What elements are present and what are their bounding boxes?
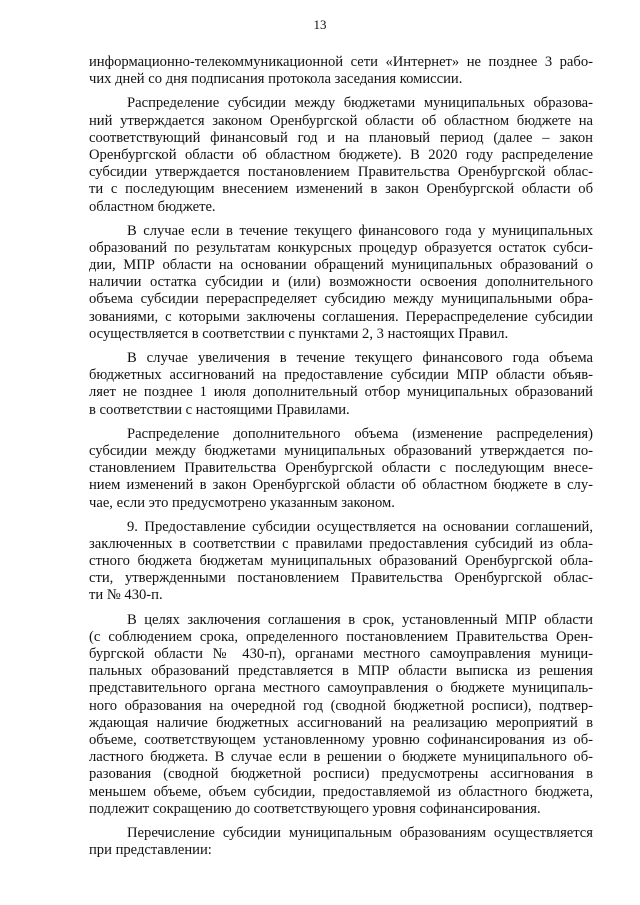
text-line: чих дней со дня подписания протокола заседания комиссии.: [89, 71, 463, 88]
text-line: становлением Правительства Оренбургской области с последующим внесе-: [89, 460, 593, 477]
text-line: В случае увеличения в течение текущего финансового года объема: [127, 350, 593, 366]
text-line: В случае если в течение текущего финансового года у муниципальных: [127, 222, 593, 239]
text-line: подлежит сокращению до соответствующего уровня софинансирования.: [89, 800, 541, 817]
paragraph: [89, 825, 593, 859]
text-line: образований по результатам конкурсных процедур образуется остаток субси-: [89, 239, 593, 256]
text-line: зованиями, с которыми заключены соглашения. Перераспределение субсидии: [89, 308, 593, 325]
text-line: 9. Предоставление субсидии осуществляется на основании соглашений,: [127, 518, 593, 535]
text-line: стного бюджета бюджетам муниципальных образований Оренбургской обла-: [89, 553, 593, 570]
paragraph: [89, 54, 593, 88]
text-line: объема субсидии перераспределяет субсидию между муниципальными обра-: [89, 291, 593, 308]
paragraph: [89, 223, 593, 343]
text-line: ждающая наличие бюджетных ассигнований на реализацию мероприятий в: [89, 714, 593, 731]
text-line: Распределение дополнительного объема (изменение распределения): [127, 425, 593, 442]
text-line: соответствующий финансовый год и на плановый период (далее – закон: [89, 129, 593, 146]
text-line: пальных образований представляется в МПР области выписка из решения: [89, 663, 593, 680]
text-line: в соответствии с настоящими Правилами.: [89, 401, 350, 418]
text-line: меньшем объеме, объем субсидии, предоставляемой из областного бюджета,: [89, 783, 593, 800]
text-line: ний утверждается законом Оренбургской области об областном бюджете на: [89, 112, 593, 129]
paragraph: [89, 426, 593, 512]
text-line: бюджетных ассигнований на предоставление субсидии МПР области объяв-: [89, 367, 593, 384]
text-line: разования (сводной бюджетной росписи) предусмотрены ассигнования в: [89, 766, 593, 783]
page-number: 13: [313, 17, 327, 32]
text-line: субсидии между бюджетами муниципальных образований утверждается по-: [89, 442, 593, 459]
text-line: объеме, соответствующем установленному уровню софинансирования из об-: [89, 731, 593, 748]
text-line: Оренбургской области об областном бюджете). В 2020 году распределение: [89, 146, 593, 163]
text-line: субсидии утверждается постановлением Правительства Оренбургской облас-: [89, 164, 593, 181]
text-line: осуществляется в соответствии с пунктами 2, 3 настоящих Правил.: [89, 325, 509, 342]
text-line: при представлении:: [89, 842, 212, 859]
text-line: ного образования на очередной год (сводной бюджетной росписи), подтвер-: [89, 697, 593, 714]
text-line: В целях заключения соглашения в срок, установленный МПР области: [127, 611, 593, 628]
text-line: ти с последующим внесением изменений в закон Оренбургской области об: [89, 181, 593, 198]
text-line: заключенных в соответствии с правилами предоставления субсидий из обла-: [89, 535, 593, 552]
paragraph: [89, 519, 593, 605]
text-line: (с соблюдением срока, определенного постановлением Правительства Орен-: [89, 628, 593, 645]
document-body: [89, 54, 593, 859]
text-line: ти № 430-п.: [89, 587, 163, 604]
text-line: информационно-телекоммуникационной сети «Интернет» не позднее 3 рабо-: [89, 54, 593, 70]
text-line: областном бюджете.: [89, 198, 216, 215]
text-line: Перечисление субсидии муниципальным образованиям осуществляется: [127, 824, 593, 841]
text-line: нием изменений в закон Оренбургской области об областном бюджете в слу-: [89, 477, 593, 494]
paragraph: [89, 350, 593, 419]
text-line: наличии остатка субсидии и (или) возможности освоения дополнительного: [89, 274, 593, 291]
text-line: представительного органа местного самоуправления о бюджете муниципаль-: [89, 680, 593, 697]
text-line: сти, утвержденными постановлением Правительства Оренбургской облас-: [89, 570, 593, 587]
paragraph: [89, 95, 593, 215]
paragraph: [89, 612, 593, 818]
text-line: чае, если это предусмотрено указанным законом.: [89, 494, 395, 511]
text-line: ляет не позднее 1 июля дополнительный отбор муниципальных образований: [89, 384, 593, 401]
text-line: дии, МПР области на основании обращений муниципальных образований о: [89, 257, 593, 274]
text-line: ластного бюджета. В случае если в решении о бюджете муниципального об-: [89, 749, 593, 766]
text-line: бургской области № 430-п), органами местного самоуправления муници-: [89, 646, 593, 662]
text-line: Распределение субсидии между бюджетами муниципальных образова-: [127, 95, 593, 112]
